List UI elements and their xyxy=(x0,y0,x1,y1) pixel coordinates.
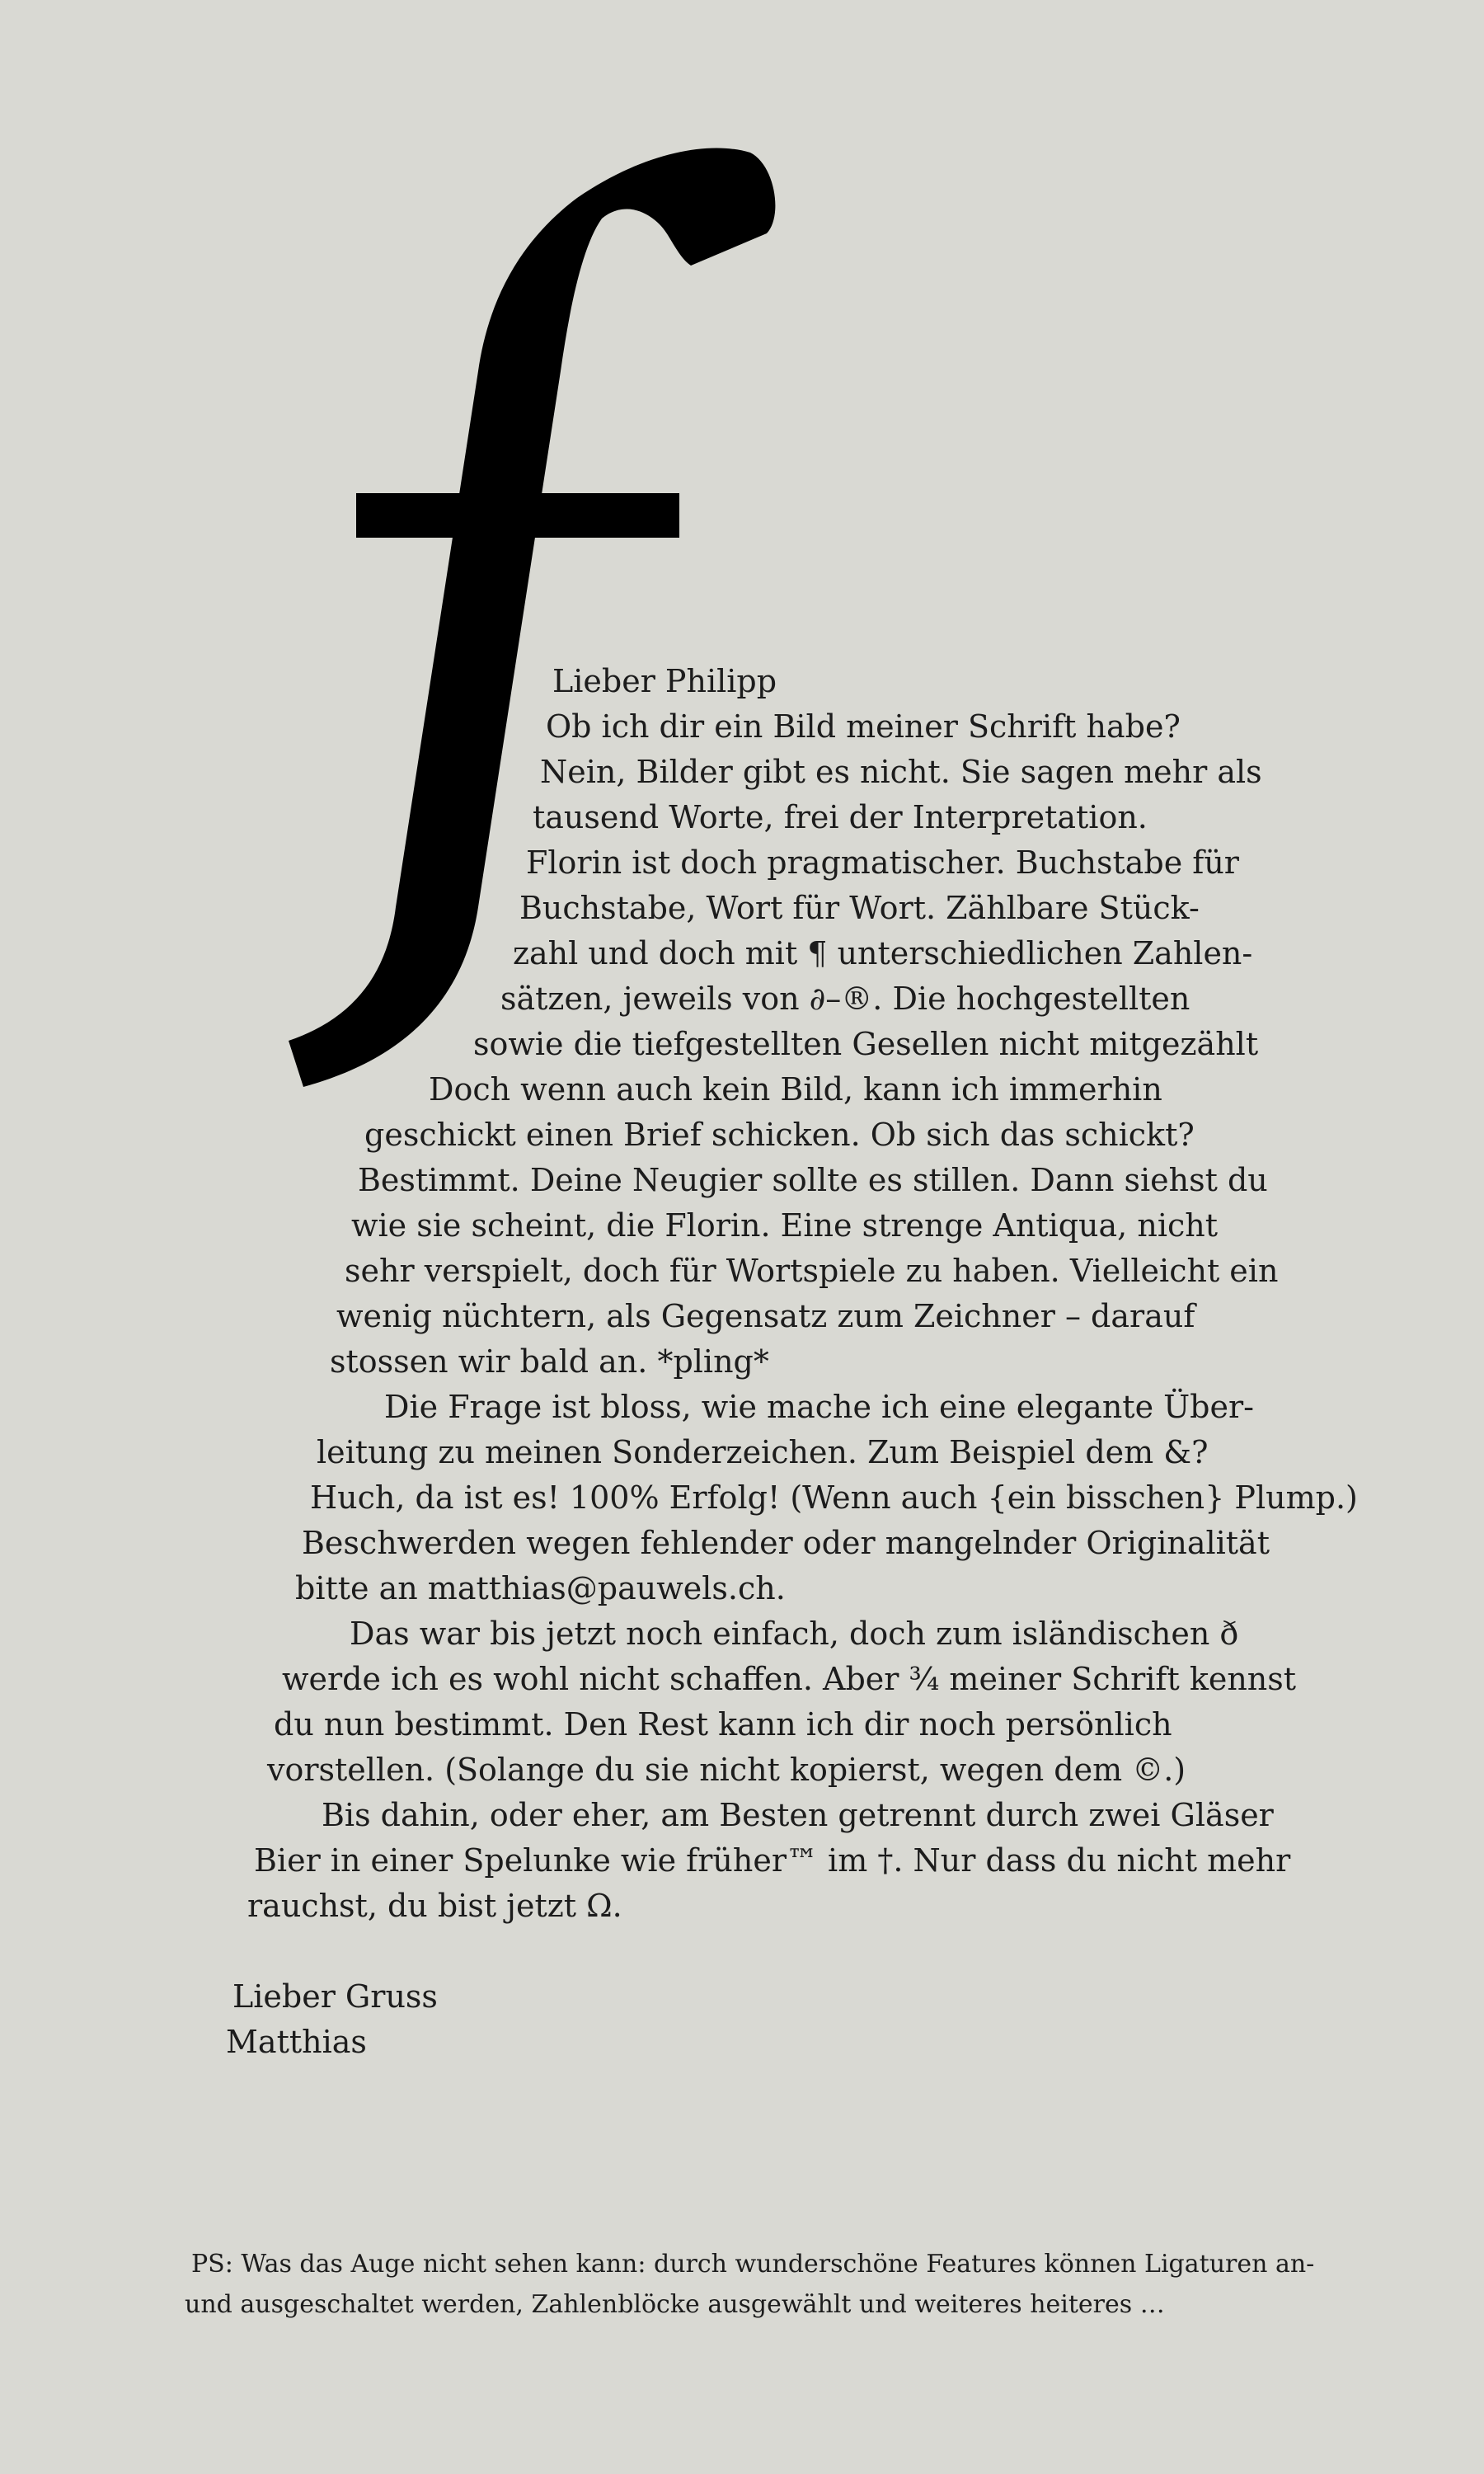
letter-line: sowie die tiefgestellten Gesellen nicht mitgezählt xyxy=(473,1026,1259,1062)
letter-line: leitung zu meinen Sonderzeichen. Zum Beispiel dem &? xyxy=(317,1434,1209,1470)
letter-line: wie sie scheint, die Florin. Eine strenge Antiqua, nicht xyxy=(351,1207,1218,1244)
letter-line: Bis dahin, oder eher, am Besten getrennt durch zwei Gläser xyxy=(322,1797,1274,1833)
letter-closing-greeting: Lieber Gruss xyxy=(232,1978,438,2015)
letter-line: Lieber Philipp xyxy=(552,663,777,699)
letter-line: bitte an matthias@pauwels.ch. xyxy=(295,1570,786,1606)
letter-signature: Matthias xyxy=(226,2024,367,2060)
letter-line: Doch wenn auch kein Bild, kann ich immerhin xyxy=(429,1071,1162,1108)
letter-line: Huch, da ist es! 100% Erfolg! (Wenn auch {ein bisschen} Plump.) xyxy=(310,1479,1358,1516)
letter-line: Die Frage ist bloss, wie mache ich eine elegante Über- xyxy=(384,1389,1254,1425)
letter-line: du nun bestimmt. Den Rest kann ich dir noch persönlich xyxy=(274,1706,1172,1743)
letter-line: rauchst, du bist jetzt Ω. xyxy=(247,1888,622,1924)
letter-line: sehr verspielt, doch für Wortspiele zu haben. Vielleicht ein xyxy=(345,1253,1279,1289)
letter-line: sätzen, jeweils von ∂–®. Die hochgestellten xyxy=(500,981,1190,1017)
letter-line: geschickt einen Brief schicken. Ob sich das schickt? xyxy=(364,1117,1195,1153)
letter-line: Ob ich dir ein Bild meiner Schrift habe? xyxy=(546,708,1181,745)
letter-line: Bestimmt. Deine Neugier sollte es stillen. Dann siehst du xyxy=(358,1162,1268,1198)
letter-line: zahl und doch mit ¶ unterschiedlichen Zahlen- xyxy=(513,935,1253,971)
letter-line: Beschwerden wegen fehlender oder mangelnder Originalität xyxy=(302,1525,1270,1561)
letter-line: Das war bis jetzt noch einfach, doch zum isländischen ð xyxy=(350,1616,1239,1652)
letter-line: tausend Worte, frei der Interpretation. xyxy=(533,799,1148,835)
letter-line: wenig nüchtern, als Gegensatz zum Zeichner – darauf xyxy=(336,1298,1195,1334)
letter-line: Bier in einer Spelunke wie früher™ im †. Nur dass du nicht mehr xyxy=(254,1842,1291,1879)
letter-line: Florin ist doch pragmatischer. Buchstabe für xyxy=(526,844,1239,881)
letter-line: vorstellen. (Solange du sie nicht kopierst, wegen dem ©.) xyxy=(267,1752,1186,1788)
letter-line: werde ich es wohl nicht schaffen. Aber ¾ meiner Schrift kennst xyxy=(282,1661,1297,1697)
letter-line: Buchstabe, Wort für Wort. Zählbare Stück- xyxy=(519,890,1200,926)
letter-line: Nein, Bilder gibt es nicht. Sie sagen mehr als xyxy=(540,754,1262,790)
postscript-line: und ausgeschaltet werden, Zahlenblöcke ausgewählt und weiteres heiteres … xyxy=(185,2290,1165,2319)
letter-line: stossen wir bald an. *pling* xyxy=(330,1343,769,1380)
postscript-line: PS: Was das Auge nicht sehen kann: durch wunderschöne Features können Ligaturen an- xyxy=(191,2250,1315,2279)
